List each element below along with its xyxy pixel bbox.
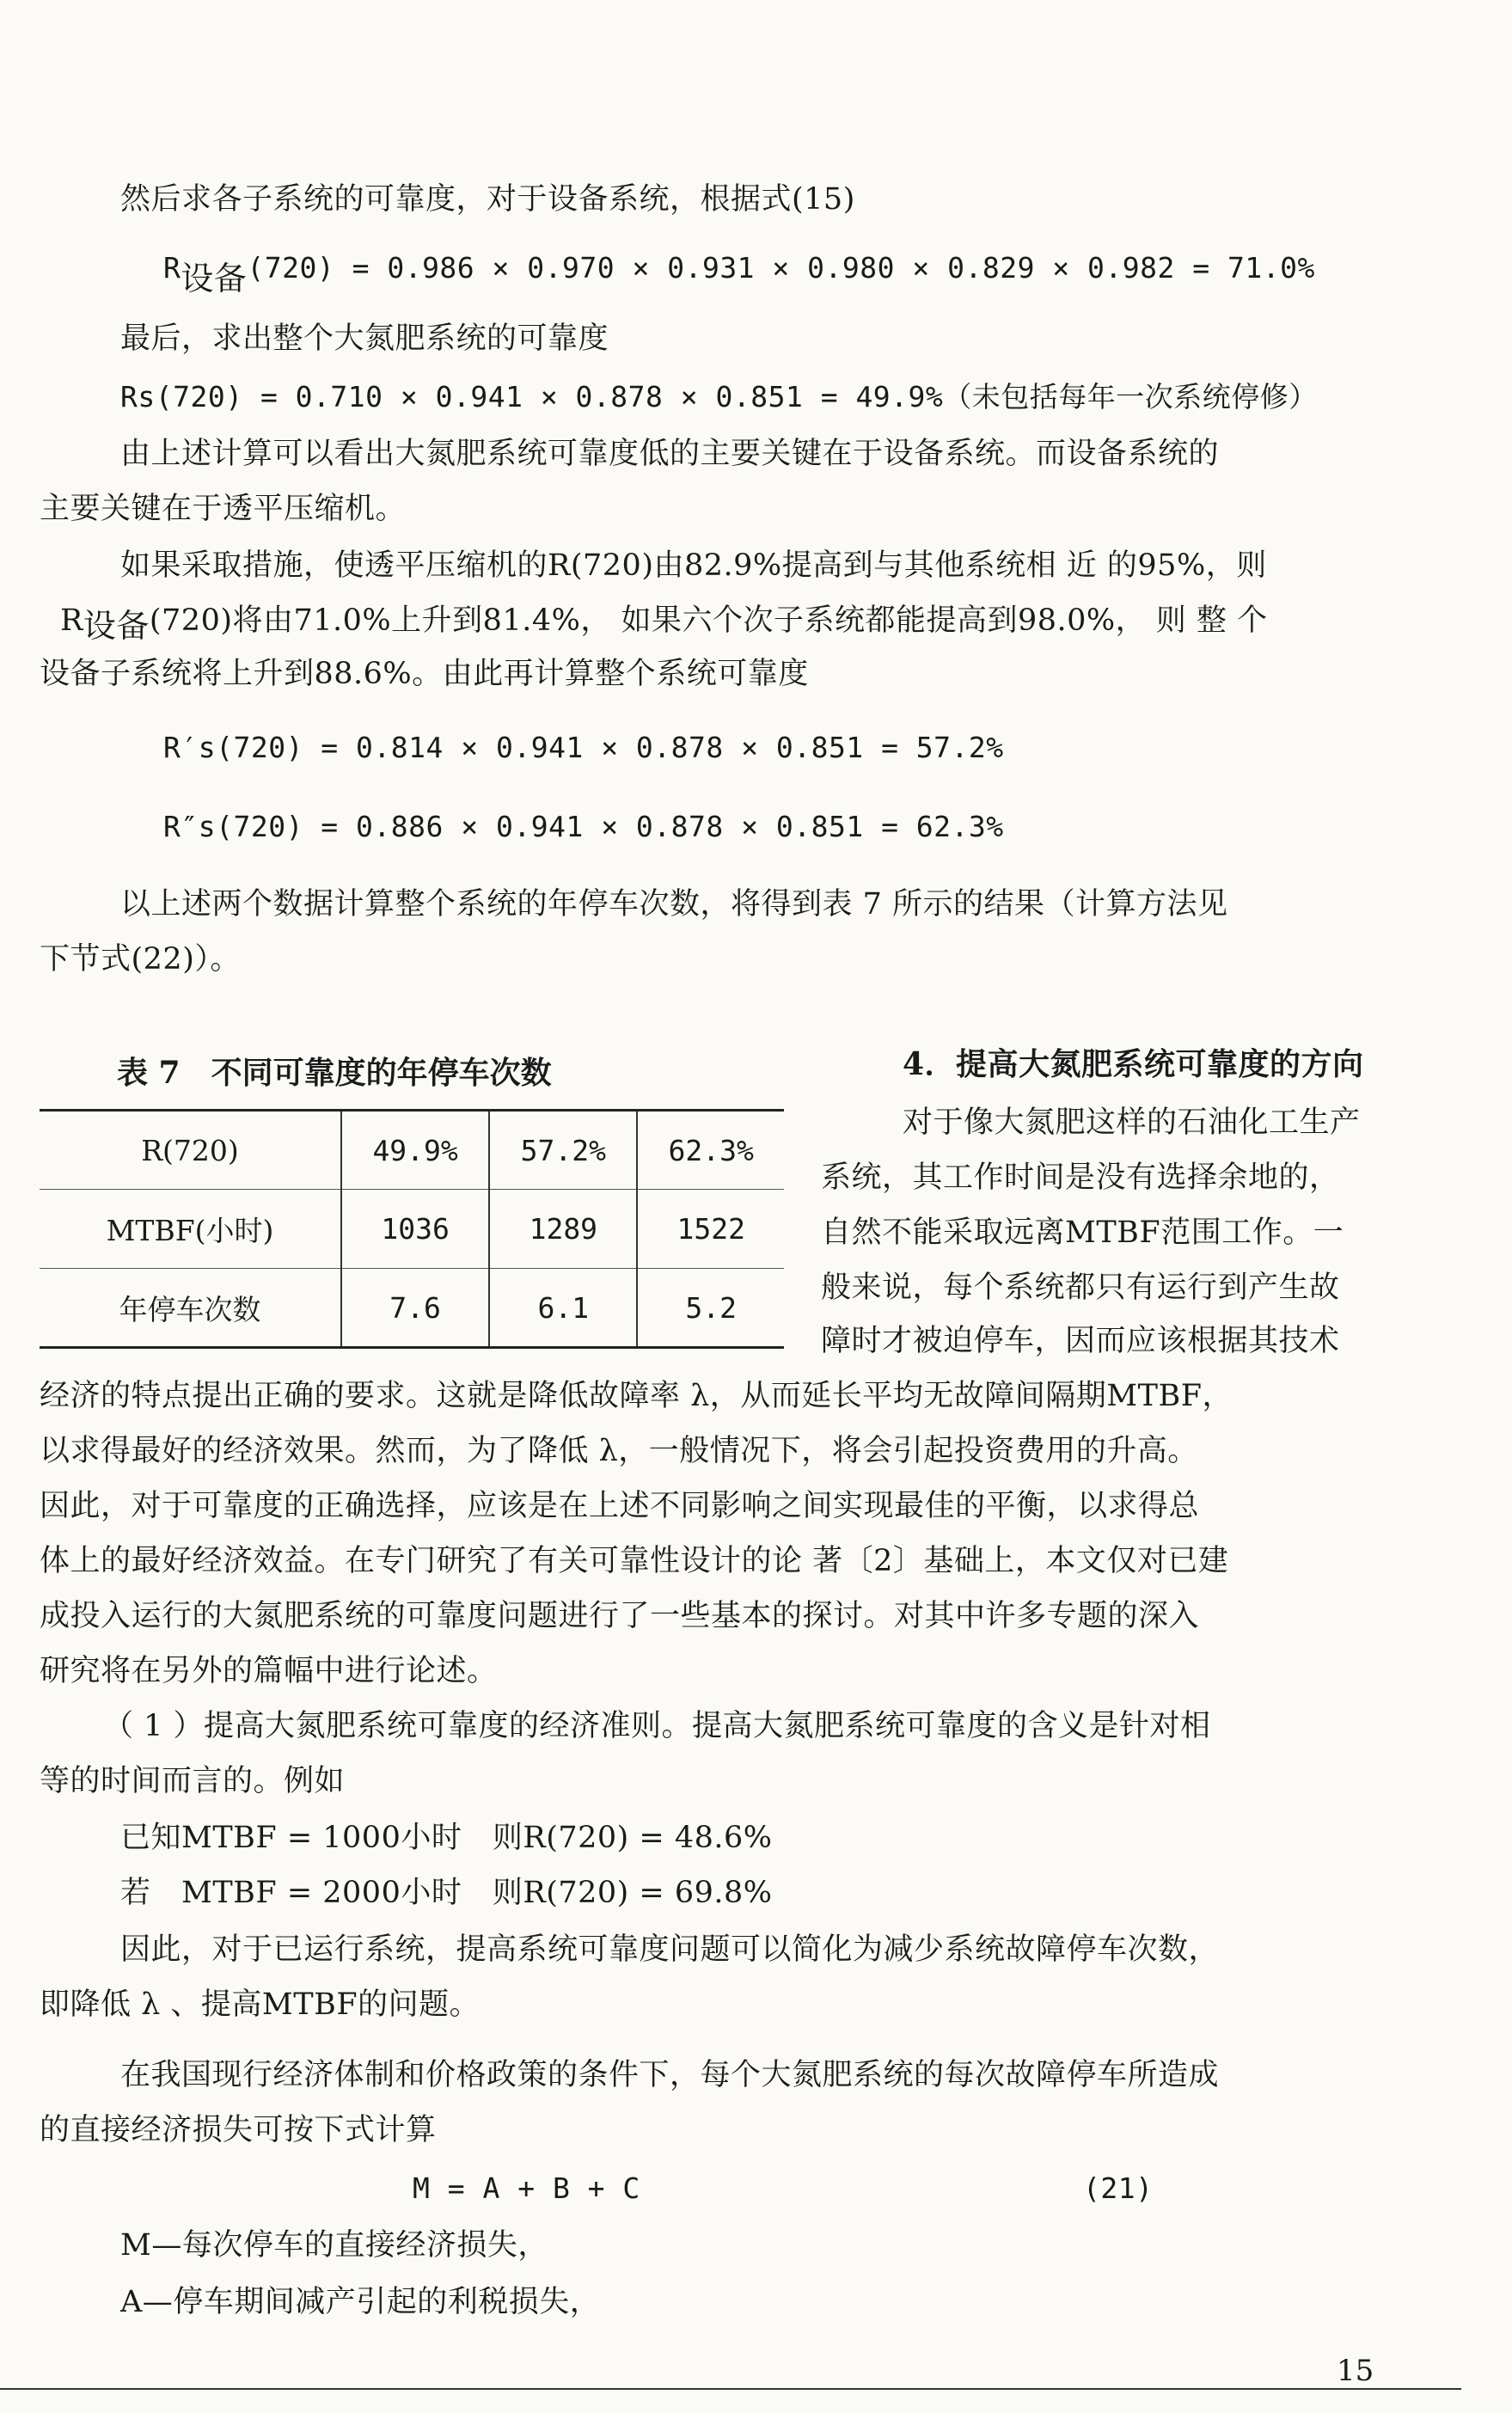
table-cell: 1522: [637, 1190, 784, 1269]
paragraph-line: 因此，对于已运行系统，提高系统可靠度问题可以简化为减少系统故障停车次数，: [120, 1932, 1220, 1967]
table-cell: 49.9%: [341, 1111, 489, 1190]
data-table: [40, 1109, 784, 1349]
paragraph-line: 主要关键在于透平压缩机。: [40, 492, 407, 526]
paragraph-line: 即降低 λ 、提高MTBF的问题。: [40, 1987, 481, 2022]
table-row: [40, 1190, 784, 1269]
row-label: 年停车次数: [40, 1269, 341, 1348]
paragraph-line: 研究将在另外的篇幅中进行论述。: [40, 1654, 498, 1688]
table-cell: 7.6: [341, 1269, 489, 1348]
formula-subscript: 设备: [181, 260, 248, 297]
paragraph-line: [60, 600, 1268, 645]
equation-number: (21): [1083, 2171, 1154, 2205]
formula-rs-prime: R′s(720) = 0.814 × 0.941 × 0.878 × 0.851 = 57.2%: [163, 731, 1004, 764]
formula-rs-double-prime: R″s(720) = 0.886 × 0.941 × 0.878 × 0.851 = 62.3%: [163, 810, 1004, 843]
paragraph-line: 经济的特点提出正确的要求。这就是降低故障率 λ，从而延长平均无故障间隔期MTBF，: [40, 1379, 1233, 1413]
formula-r-equipment: [163, 248, 1315, 297]
formula-rs: Rs(720) = 0.710 × 0.941 × 0.878 × 0.851 = 49.9%（未包括每年一次系统停修）: [120, 380, 1318, 413]
paragraph-line: 对于像大氮肥这样的石油化工生产: [903, 1105, 1361, 1140]
paragraph-line: 系统，其工作时间是没有选择余地的，: [821, 1161, 1340, 1195]
paragraph-line: 的直接经济损失可按下式计算: [40, 2113, 437, 2147]
paragraph-line: 由上述计算可以看出大氮肥系统可靠度低的主要关键在于设备系统。而设备系统的: [120, 437, 1220, 471]
paragraph-line: 下节式(22)）。: [40, 942, 241, 977]
paragraph-text: (720)将由71.0%上升到81.4%， 如果六个次子系统都能提高到98.0%， 则 整 个: [149, 603, 1268, 638]
paragraph-line: 以上述两个数据计算整个系统的年停车次数，将得到表 7 所示的结果（计算方法见: [120, 887, 1228, 922]
example-line: 已知MTBF = 1000小时 则R(720) = 48.6%: [120, 1821, 773, 1855]
paragraph-line: 般来说，每个系统都只有运行到产生故: [821, 1271, 1340, 1305]
table-title: 表 7 不同可靠度的年停车次数: [117, 1055, 552, 1091]
page-number: 15: [1337, 2354, 1374, 2388]
formula-subscript: 设备: [83, 607, 150, 645]
table-cell: 5.2: [637, 1269, 784, 1348]
paragraph-line: 自然不能采取远离MTBF范围工作。一: [821, 1216, 1344, 1250]
table-cell: 62.3%: [637, 1111, 784, 1190]
paragraph-line: 在我国现行经济体制和价格政策的条件下，每个大氮肥系统的每次故障停车所造成: [120, 2058, 1220, 2092]
formula-symbol: R: [163, 251, 181, 285]
footer-rule: [0, 2388, 1461, 2390]
paragraph-line: 障时才被迫停车，因而应该根据其技术: [821, 1324, 1340, 1358]
paragraph-line: 因此，对于可靠度的正确选择，应该是在上述不同影响之间实现最佳的平衡，以求得总: [40, 1489, 1200, 1523]
table-row: [40, 1269, 784, 1348]
row-label: R(720): [40, 1111, 341, 1190]
paragraph-line: 如果采取措施，使透平压缩机的R(720)由82.9%提高到与其他系统相 近 的95%，则: [120, 548, 1267, 583]
section-heading: 4．提高大氮肥系统可靠度的方向: [903, 1046, 1364, 1082]
formula-loss: M = A + B + C: [413, 2171, 640, 2205]
formula-body: (720) = 0.986 × 0.970 × 0.931 × 0.980 × 0.829 × 0.982 = 71.0%: [247, 251, 1315, 285]
table-row: [40, 1111, 784, 1190]
example-line: 若 MTBF = 2000小时 则R(720) = 69.8%: [120, 1876, 773, 1910]
table-cell: 57.2%: [489, 1111, 637, 1190]
table-cell: 1036: [341, 1190, 489, 1269]
paragraph-line: 等的时间而言的。例如: [40, 1764, 346, 1798]
definition-line: M—每次停车的直接经济损失，: [120, 2228, 548, 2263]
paragraph-line: 最后，求出整个大氮肥系统的可靠度: [120, 322, 609, 356]
paragraph-line: 成投入运行的大氮肥系统的可靠度问题进行了一些基本的探讨。对其中许多专题的深入: [40, 1599, 1200, 1633]
definition-line: A—停车期间减产引起的利税损失，: [120, 2285, 601, 2319]
paragraph-line: 设备子系统将上升到88.6%。由此再计算整个系统可靠度: [40, 657, 809, 691]
paragraph-line: 然后求各子系统的可靠度，对于设备系统，根据式(15): [120, 182, 855, 217]
paragraph-line: 以求得最好的经济效果。然而，为了降低 λ，一般情况下，将会引起投资费用的升高。: [40, 1434, 1198, 1468]
row-label: MTBF(小时): [40, 1190, 341, 1269]
table-cell: 6.1: [489, 1269, 637, 1348]
paragraph-line: （ 1 ）提高大氮肥系统可靠度的经济准则。提高大氮肥系统可靠度的含义是针对相: [103, 1709, 1211, 1743]
table-cell: 1289: [489, 1190, 637, 1269]
paragraph-line: 体上的最好经济效益。在专门研究了有关可靠性设计的论 著〔2〕基础上，本文仅对已建: [40, 1544, 1229, 1578]
formula-symbol: R: [60, 603, 83, 638]
